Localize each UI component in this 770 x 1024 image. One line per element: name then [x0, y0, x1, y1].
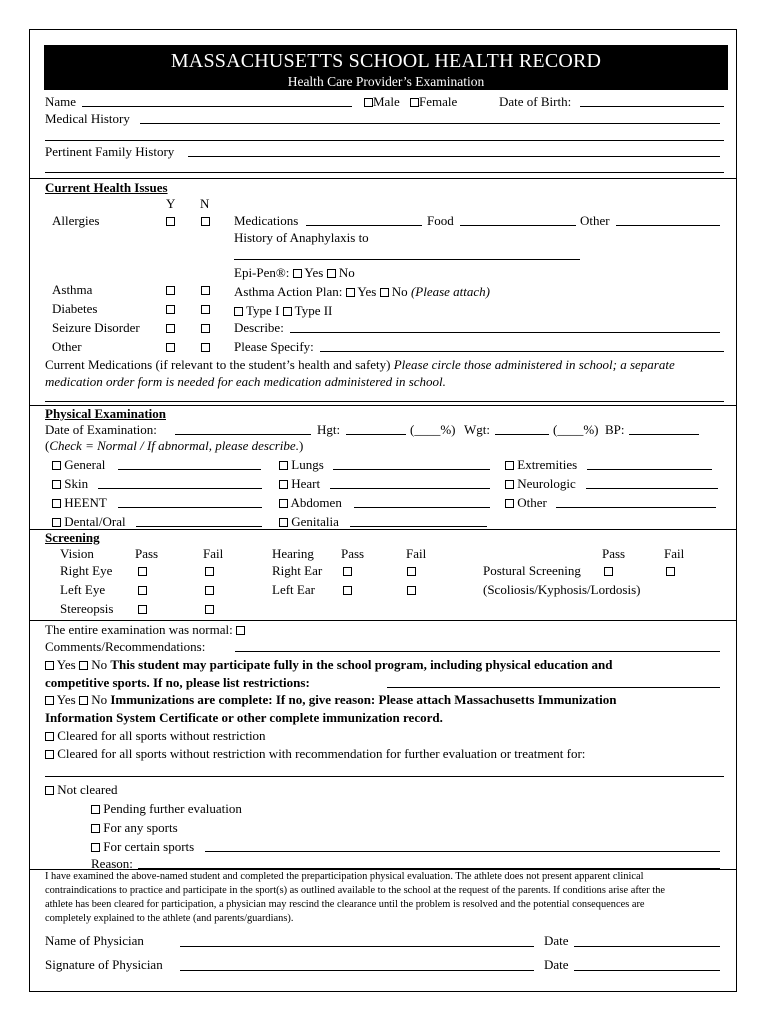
current-medications-row — [45, 358, 675, 371]
certain-sports-label: For certain sports — [103, 839, 195, 854]
cleared-all-row — [45, 729, 266, 742]
allergies-no-checkbox[interactable] — [201, 217, 210, 226]
physician-signature-date-field[interactable] — [574, 970, 720, 971]
immunization-statement-2: Information System Certificate or other complete immunization record. — [45, 710, 443, 725]
asthma-plan-yes-label: Yes — [357, 284, 377, 299]
other-exam-label: Other — [517, 495, 547, 510]
anaphylaxis-label: History of Anaphylaxis to — [234, 230, 369, 245]
type2-checkbox[interactable] — [283, 307, 292, 316]
stereopsis-label: Stereopsis — [60, 601, 114, 616]
attestation-line-3: athlete has been cleared for participation, a physician may rescind the clearance until the problem is resolved and the potential consequences are — [45, 899, 645, 910]
asthma-no-checkbox[interactable] — [201, 286, 210, 295]
extremities-field[interactable] — [587, 469, 712, 470]
extremities-checkbox[interactable] — [505, 461, 514, 470]
right-eye-label: Right Eye — [60, 563, 113, 578]
certain-sports-field[interactable] — [205, 851, 720, 852]
right-ear-pass-checkbox[interactable] — [343, 567, 352, 576]
divider — [30, 178, 736, 179]
medical-history-field-2[interactable] — [45, 140, 724, 141]
cleared-rec-checkbox[interactable] — [45, 750, 54, 759]
restrictions-field[interactable] — [387, 687, 720, 688]
stereopsis-fail-checkbox[interactable] — [205, 605, 214, 614]
heart-item — [279, 477, 320, 490]
postural-fail-checkbox[interactable] — [666, 567, 675, 576]
heent-item — [52, 496, 107, 509]
weight-label: Wgt: — [464, 422, 490, 437]
male-checkbox[interactable] — [364, 98, 373, 107]
left-eye-label: Left Eye — [60, 582, 106, 597]
immunization-row — [45, 693, 616, 706]
reason-label: Reason: — [91, 856, 133, 871]
other-exam-checkbox[interactable] — [505, 499, 514, 508]
normal-exam-checkbox[interactable] — [236, 626, 245, 635]
genitalia-field[interactable] — [350, 526, 487, 527]
current-medications-label: Current Medications (if relevant to the student’s health and safety) — [45, 357, 391, 372]
attestation-line-2: contraindications to practice and participate in the sport(s) as outlined available to the school at the request of the parents. If conditions arise after the — [45, 885, 666, 896]
diabetes-type-row — [234, 304, 332, 317]
general-item — [52, 458, 105, 471]
physician-name-date-label: Date — [544, 933, 569, 948]
cleared-rec-row — [45, 747, 585, 760]
any-sports-checkbox[interactable] — [91, 824, 100, 833]
any-sports-label: For any sports — [103, 820, 178, 835]
heent-label: HEENT — [64, 495, 107, 510]
dental-label: Dental/Oral — [64, 514, 126, 529]
participate-statement: This student may participate fully in the school program, including physical education and — [110, 657, 613, 672]
abdomen-checkbox[interactable] — [279, 499, 288, 508]
current-medications-field[interactable] — [45, 401, 724, 402]
other-exam-item — [505, 496, 547, 509]
physical-exam-heading: Physical Examination — [45, 406, 166, 421]
male-label: Male — [373, 94, 400, 109]
family-history-field[interactable] — [188, 156, 720, 157]
asthma-plan-label: Asthma Action Plan: — [234, 284, 343, 299]
cleared-all-checkbox[interactable] — [45, 732, 54, 741]
current-medications-note-2: medication order form is needed for each medication administered in school. — [45, 374, 446, 389]
vision-fail-label: Fail — [203, 546, 224, 561]
female-checkbox[interactable] — [410, 98, 419, 107]
dob-field[interactable] — [580, 106, 724, 107]
other-condition-label: Other — [52, 339, 82, 354]
title-banner — [44, 45, 728, 90]
physician-signature-label: Signature of Physician — [45, 957, 163, 972]
abdomen-label: Abdomen — [290, 495, 342, 510]
current-health-heading: Current Health Issues — [45, 180, 168, 195]
diabetes-yes-checkbox[interactable] — [166, 305, 175, 314]
participate-row — [45, 658, 612, 671]
family-history-label: Pertinent Family History — [45, 144, 175, 159]
asthma-plan-no-checkbox[interactable] — [380, 288, 389, 297]
bp-label: BP: — [605, 422, 625, 437]
medical-history-field[interactable] — [140, 123, 720, 124]
participate-yes-checkbox[interactable] — [45, 661, 54, 670]
height-percentile: (____%) — [410, 422, 456, 437]
other-yes-checkbox[interactable] — [166, 343, 175, 352]
certain-sports-row — [91, 840, 194, 853]
pending-label: Pending further evaluation — [103, 801, 242, 816]
left-eye-fail-checkbox[interactable] — [205, 586, 214, 595]
bp-field[interactable] — [629, 434, 699, 435]
yes-column-label: Y — [166, 196, 176, 211]
neurologic-item — [505, 477, 576, 490]
medical-history-label: Medical History — [45, 111, 130, 126]
lungs-field[interactable] — [333, 469, 490, 470]
physician-name-date-field[interactable] — [574, 946, 720, 947]
skin-field[interactable] — [98, 488, 262, 489]
sex-male — [364, 95, 400, 108]
asthma-plan-row — [234, 285, 490, 298]
exam-date-field[interactable] — [175, 434, 311, 435]
left-ear-pass-checkbox[interactable] — [343, 586, 352, 595]
comments-label: Comments/Recommendations: — [45, 639, 206, 654]
heent-field[interactable] — [118, 507, 262, 508]
participate-no-label: No — [91, 657, 108, 672]
general-label: General — [64, 457, 106, 472]
abdomen-item — [279, 496, 342, 509]
not-cleared-checkbox[interactable] — [45, 786, 54, 795]
immunization-yes-label: Yes — [56, 692, 76, 707]
comments-field[interactable] — [235, 651, 720, 652]
anaphylaxis-field[interactable] — [234, 259, 580, 260]
extremities-item — [505, 458, 577, 471]
immunization-no-label: No — [91, 692, 108, 707]
vision-pass-label: Pass — [135, 546, 159, 561]
extremities-label: Extremities — [517, 457, 578, 472]
epipen-no-label: No — [338, 265, 355, 280]
stereopsis-pass-checkbox[interactable] — [138, 605, 147, 614]
type1-checkbox[interactable] — [234, 307, 243, 316]
normal-exam-row — [45, 623, 245, 636]
general-checkbox[interactable] — [52, 461, 61, 470]
participate-no-checkbox[interactable] — [79, 661, 88, 670]
neurologic-checkbox[interactable] — [505, 480, 514, 489]
female-label: Female — [419, 94, 458, 109]
not-cleared-label: Not cleared — [57, 782, 118, 797]
asthma-plan-yes-checkbox[interactable] — [346, 288, 355, 297]
cleared-rec-field[interactable] — [45, 776, 724, 777]
height-field[interactable] — [346, 434, 406, 435]
right-eye-fail-checkbox[interactable] — [205, 567, 214, 576]
physician-name-field[interactable] — [180, 946, 534, 947]
cleared-rec-label: Cleared for all sports without restriction with recommendation for further evaluation or treatment for: — [57, 746, 586, 761]
name-label: Name — [45, 94, 77, 109]
screening-heading: Screening — [45, 530, 100, 545]
seizure-no-checkbox[interactable] — [201, 324, 210, 333]
hearing-pass-label: Pass — [341, 546, 365, 561]
left-eye-pass-checkbox[interactable] — [138, 586, 147, 595]
pending-row — [91, 802, 242, 815]
postural-pass-label: Pass — [602, 546, 626, 561]
abdomen-field[interactable] — [354, 507, 490, 508]
allergies-label: Allergies — [52, 213, 100, 228]
heent-checkbox[interactable] — [52, 499, 61, 508]
no-column-label: N — [200, 196, 210, 211]
hearing-fail-label: Fail — [406, 546, 427, 561]
diabetes-label: Diabetes — [52, 301, 98, 316]
form-title: MASSACHUSETTS SCHOOL HEALTH RECORD — [170, 50, 602, 72]
attestation-line-1: I have examined the above-named student and completed the preparticipation physical evaluation. The athlete does not present apparent clinical — [45, 871, 644, 882]
epipen-yes-checkbox[interactable] — [293, 269, 302, 278]
food-label: Food — [427, 213, 454, 228]
genitalia-checkbox[interactable] — [279, 518, 288, 527]
skin-checkbox[interactable] — [52, 480, 61, 489]
exam-date-label: Date of Examination: — [45, 422, 157, 437]
certain-sports-checkbox[interactable] — [91, 843, 100, 852]
other-no-checkbox[interactable] — [201, 343, 210, 352]
sex-female — [410, 95, 457, 108]
any-sports-row — [91, 821, 178, 834]
allergies-yes-checkbox[interactable] — [166, 217, 175, 226]
asthma-yes-checkbox[interactable] — [166, 286, 175, 295]
medications-label: Medications — [234, 213, 299, 228]
skin-item — [52, 477, 88, 490]
dental-field[interactable] — [136, 526, 262, 527]
hearing-label: Hearing — [272, 546, 314, 561]
family-history-field-2[interactable] — [45, 172, 724, 173]
restrictions-label: competitive sports. If no, please list restrictions: — [45, 675, 310, 690]
immunization-yes-checkbox[interactable] — [45, 696, 54, 705]
participate-yes-label: Yes — [56, 657, 76, 672]
divider — [30, 620, 736, 621]
epipen-row — [234, 266, 355, 279]
please-specify-field[interactable] — [320, 351, 724, 352]
diabetes-no-checkbox[interactable] — [201, 305, 210, 314]
dental-checkbox[interactable] — [52, 518, 61, 527]
lungs-checkbox[interactable] — [279, 461, 288, 470]
postural-pass-checkbox[interactable] — [604, 567, 613, 576]
pending-checkbox[interactable] — [91, 805, 100, 814]
attestation-line-4: completely explained to the athlete (and parents/guardians). — [45, 913, 294, 924]
other-allergy-field[interactable] — [616, 225, 720, 226]
immunization-statement: Immunizations are complete: If no, give reason: Please attach Massachusetts Immunization — [110, 692, 617, 707]
immunization-no-checkbox[interactable] — [79, 696, 88, 705]
postural-fail-label: Fail — [664, 546, 685, 561]
weight-field[interactable] — [495, 434, 549, 435]
genitalia-item — [279, 515, 339, 528]
type1-label: Type I — [246, 303, 280, 318]
epipen-label: Epi-Pen®: — [234, 265, 290, 280]
heart-field[interactable] — [330, 488, 490, 489]
heart-checkbox[interactable] — [279, 480, 288, 489]
heart-label: Heart — [291, 476, 321, 491]
dob-label: Date of Birth: — [499, 94, 572, 109]
neurologic-field[interactable] — [586, 488, 718, 489]
seizure-label: Seizure Disorder — [52, 320, 140, 335]
other-allergy-label: Other — [580, 213, 610, 228]
normal-exam-label: The entire examination was normal: — [45, 622, 233, 637]
physician-signature-field[interactable] — [180, 970, 534, 971]
genitalia-label: Genitalia — [291, 514, 339, 529]
form-subtitle: Health Care Provider’s Examination — [287, 74, 485, 89]
please-specify-label: Please Specify: — [234, 339, 314, 354]
type2-label: Type II — [294, 303, 333, 318]
left-ear-fail-checkbox[interactable] — [407, 586, 416, 595]
divider — [30, 529, 736, 530]
describe-label: Describe: — [234, 320, 284, 335]
right-ear-label: Right Ear — [272, 563, 323, 578]
cleared-all-label: Cleared for all sports without restriction — [57, 728, 266, 743]
neurologic-label: Neurologic — [517, 476, 576, 491]
name-field[interactable] — [82, 106, 352, 107]
weight-percentile: (____%) — [553, 422, 599, 437]
postural-detail: (Scoliosis/Kyphosis/Lordosis) — [483, 582, 641, 597]
height-label: Hgt: — [317, 422, 341, 437]
food-allergy-field[interactable] — [460, 225, 576, 226]
medications-allergy-field[interactable] — [306, 225, 422, 226]
please-attach-note: (Please attach) — [410, 284, 490, 299]
not-cleared-row — [45, 783, 118, 796]
postural-label: Postural Screening — [483, 563, 581, 578]
vision-label: Vision — [60, 546, 94, 561]
check-note-text: Check = Normal / If abnormal, please describe. — [49, 438, 299, 453]
describe-field[interactable] — [290, 332, 720, 333]
skin-label: Skin — [64, 476, 89, 491]
asthma-plan-no-label: No — [391, 284, 408, 299]
epipen-yes-label: Yes — [304, 265, 324, 280]
health-record-form — [29, 29, 737, 992]
right-ear-fail-checkbox[interactable] — [407, 567, 416, 576]
other-exam-field[interactable] — [556, 507, 716, 508]
physician-signature-date-label: Date — [544, 957, 569, 972]
physician-name-label: Name of Physician — [45, 933, 144, 948]
dental-item — [52, 515, 126, 528]
general-field[interactable] — [118, 469, 261, 470]
right-eye-pass-checkbox[interactable] — [138, 567, 147, 576]
lungs-label: Lungs — [291, 457, 324, 472]
current-medications-note-1: Please circle those administered in school; a separate — [393, 357, 675, 372]
seizure-yes-checkbox[interactable] — [166, 324, 175, 333]
left-ear-label: Left Ear — [272, 582, 315, 597]
lungs-item — [279, 458, 324, 471]
asthma-label: Asthma — [52, 282, 93, 297]
epipen-no-checkbox[interactable] — [327, 269, 336, 278]
check-note: (Check = Normal / If abnormal, please describe.) — [45, 438, 304, 453]
